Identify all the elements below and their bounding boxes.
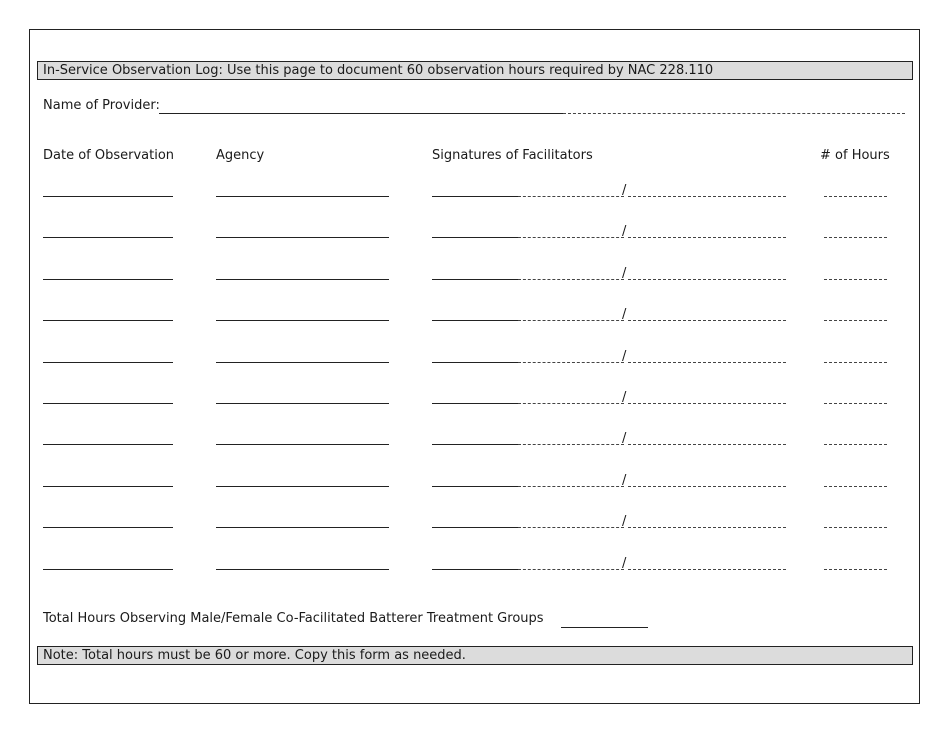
date-field[interactable] <box>43 569 173 570</box>
total-hours-label: Total Hours Observing Male/Female Co-Facilitated Batterer Treatment Groups <box>43 611 544 626</box>
signature-field-2[interactable] <box>628 486 786 487</box>
column-header-agency: Agency <box>216 148 265 163</box>
signature-field-1[interactable] <box>518 486 624 487</box>
date-field[interactable] <box>43 196 173 197</box>
agency-field[interactable] <box>216 196 389 197</box>
signature-field-1[interactable] <box>518 444 624 445</box>
agency-field[interactable] <box>216 486 389 487</box>
signature-field-2[interactable] <box>628 362 786 363</box>
hours-field[interactable] <box>824 279 887 280</box>
hours-field[interactable] <box>824 403 887 404</box>
date-field[interactable] <box>43 279 173 280</box>
agency-field[interactable] <box>216 527 389 528</box>
agency-field[interactable] <box>216 279 389 280</box>
provider-label: Name of Provider: <box>43 98 160 113</box>
agency-field[interactable] <box>216 569 389 570</box>
signature-field-lead[interactable] <box>432 527 518 528</box>
date-field[interactable] <box>43 486 173 487</box>
signature-separator: / <box>622 224 627 239</box>
signature-field-lead[interactable] <box>432 237 518 238</box>
date-field[interactable] <box>43 444 173 445</box>
signature-field-lead[interactable] <box>432 196 518 197</box>
column-header-hours: # of Hours <box>820 148 890 163</box>
signature-field-2[interactable] <box>628 279 786 280</box>
signature-field-2[interactable] <box>628 196 786 197</box>
signature-field-2[interactable] <box>628 403 786 404</box>
date-field[interactable] <box>43 527 173 528</box>
agency-field[interactable] <box>216 237 389 238</box>
signature-field-2[interactable] <box>628 444 786 445</box>
date-field[interactable] <box>43 362 173 363</box>
date-field[interactable] <box>43 403 173 404</box>
hours-field[interactable] <box>824 196 887 197</box>
date-field[interactable] <box>43 320 173 321</box>
signature-field-1[interactable] <box>518 362 624 363</box>
signature-separator: / <box>622 514 627 529</box>
total-hours-field[interactable] <box>561 627 648 628</box>
hours-field[interactable] <box>824 362 887 363</box>
form-title-banner: In-Service Observation Log: Use this page to document 60 observation hours required by NAC 228.110 <box>37 61 913 80</box>
hours-field[interactable] <box>824 237 887 238</box>
hours-field[interactable] <box>824 444 887 445</box>
footer-note-banner: Note: Total hours must be 60 or more. Copy this form as needed. <box>37 646 913 665</box>
hours-field[interactable] <box>824 486 887 487</box>
signature-field-1[interactable] <box>518 569 624 570</box>
signature-separator: / <box>622 473 627 488</box>
signature-field-1[interactable] <box>518 279 624 280</box>
hours-field[interactable] <box>824 569 887 570</box>
provider-name-field-extension[interactable] <box>563 113 905 114</box>
agency-field[interactable] <box>216 320 389 321</box>
signature-field-1[interactable] <box>518 196 624 197</box>
hours-field[interactable] <box>824 320 887 321</box>
agency-field[interactable] <box>216 362 389 363</box>
signature-field-lead[interactable] <box>432 569 518 570</box>
signature-separator: / <box>622 431 627 446</box>
column-header-signatures: Signatures of Facilitators <box>432 148 593 163</box>
hours-field[interactable] <box>824 527 887 528</box>
signature-field-2[interactable] <box>628 569 786 570</box>
signature-separator: / <box>622 556 627 571</box>
signature-separator: / <box>622 349 627 364</box>
signature-field-lead[interactable] <box>432 362 518 363</box>
signature-field-lead[interactable] <box>432 486 518 487</box>
signature-field-1[interactable] <box>518 403 624 404</box>
signature-field-2[interactable] <box>628 237 786 238</box>
signature-field-1[interactable] <box>518 237 624 238</box>
signature-field-lead[interactable] <box>432 320 518 321</box>
form-border <box>29 29 920 704</box>
signature-field-lead[interactable] <box>432 279 518 280</box>
signature-separator: / <box>622 266 627 281</box>
signature-separator: / <box>622 390 627 405</box>
signature-field-lead[interactable] <box>432 403 518 404</box>
signature-field-lead[interactable] <box>432 444 518 445</box>
signature-field-2[interactable] <box>628 527 786 528</box>
signature-separator: / <box>622 183 627 198</box>
provider-name-field[interactable] <box>159 113 563 114</box>
signature-separator: / <box>622 307 627 322</box>
agency-field[interactable] <box>216 444 389 445</box>
signature-field-2[interactable] <box>628 320 786 321</box>
column-header-date: Date of Observation <box>43 148 175 163</box>
signature-field-1[interactable] <box>518 320 624 321</box>
date-field[interactable] <box>43 237 173 238</box>
signature-field-1[interactable] <box>518 527 624 528</box>
agency-field[interactable] <box>216 403 389 404</box>
